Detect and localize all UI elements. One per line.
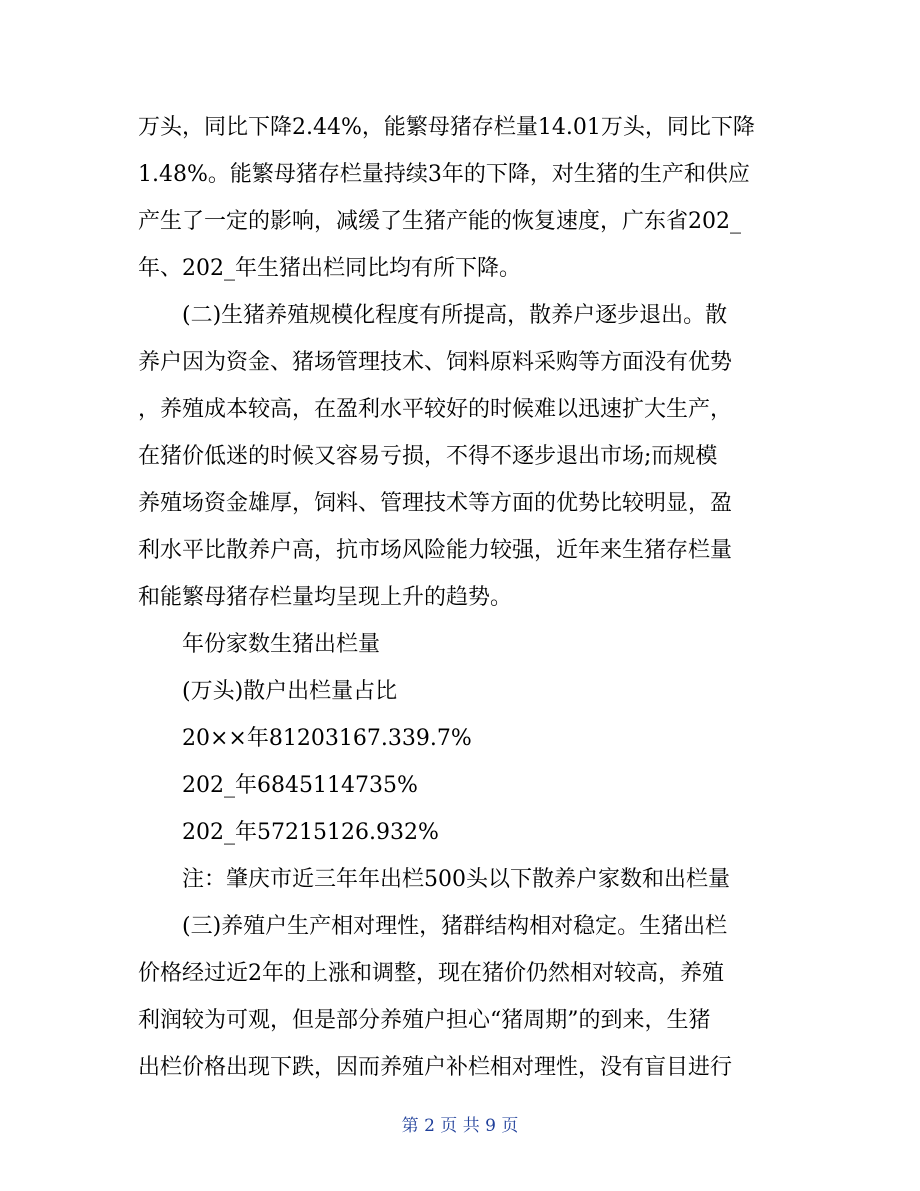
text-line: 养殖场资金雄厚，饲料、管理技术等方面的优势比较明显，盈 bbox=[138, 491, 733, 516]
text-line: 价格经过近2年的上涨和调整，现在猪价仍然相对较高，养殖 bbox=[138, 961, 724, 986]
text-line: 养户因为资金、猪场管理技术、饲料原料采购等方面没有优势 bbox=[138, 350, 733, 375]
page-indicator: 第 2 页 共 9 页 bbox=[401, 1116, 519, 1136]
table-header-line: (万头)散户出栏量占比 bbox=[182, 679, 398, 704]
table-header-line: 年份家数生猪出栏量 bbox=[182, 632, 381, 657]
text-line: 在猪价低迷的时候又容易亏损，不得不逐步退出市场;而规模 bbox=[138, 444, 718, 469]
text-line: 利润较为可观，但是部分养殖户担心“猪周期”的到来，生猪 bbox=[138, 1008, 711, 1033]
document-body bbox=[138, 104, 788, 1091]
text-line: 和能繁母猪存栏量均呈现上升的趋势。 bbox=[138, 585, 513, 610]
text-line: 万头，同比下降2.44%，能繁母猪存栏量14.01万头，同比下降 bbox=[138, 115, 755, 140]
table-row-line: 202_年6845114735% bbox=[182, 773, 418, 798]
text-line: 1.48%。能繁母猪存栏量持续3年的下降，对生猪的生产和供应 bbox=[138, 162, 750, 187]
table-row-line: 20××年81203167.339.7% bbox=[182, 726, 472, 751]
text-line: 产生了一定的影响，减缓了生猪产能的恢复速度，广东省202_ bbox=[138, 209, 741, 234]
text-line: 年、202_年生猪出栏同比均有所下降。 bbox=[138, 256, 521, 281]
text-line: 出栏价格出现下跌，因而养殖户补栏相对理性，没有盲目进行 bbox=[138, 1055, 733, 1080]
paragraph-start-line: (三)养殖户生产相对理性，猪群结构相对稳定。生猪出栏 bbox=[182, 914, 728, 939]
table-row-line: 202_年57215126.932% bbox=[182, 820, 439, 845]
table-note-line: 注：肇庆市近三年年出栏500头以下散养户家数和出栏量 bbox=[182, 867, 730, 892]
text-line: ，养殖成本较高，在盈利水平较好的时候难以迅速扩大生产， bbox=[138, 397, 733, 422]
paragraph-start-line: (二)生猪养殖规模化程度有所提高，散养户逐步退出。散 bbox=[182, 303, 728, 328]
text-line: 利水平比散养户高，抗市场风险能力较强，近年来生猪存栏量 bbox=[138, 538, 733, 563]
